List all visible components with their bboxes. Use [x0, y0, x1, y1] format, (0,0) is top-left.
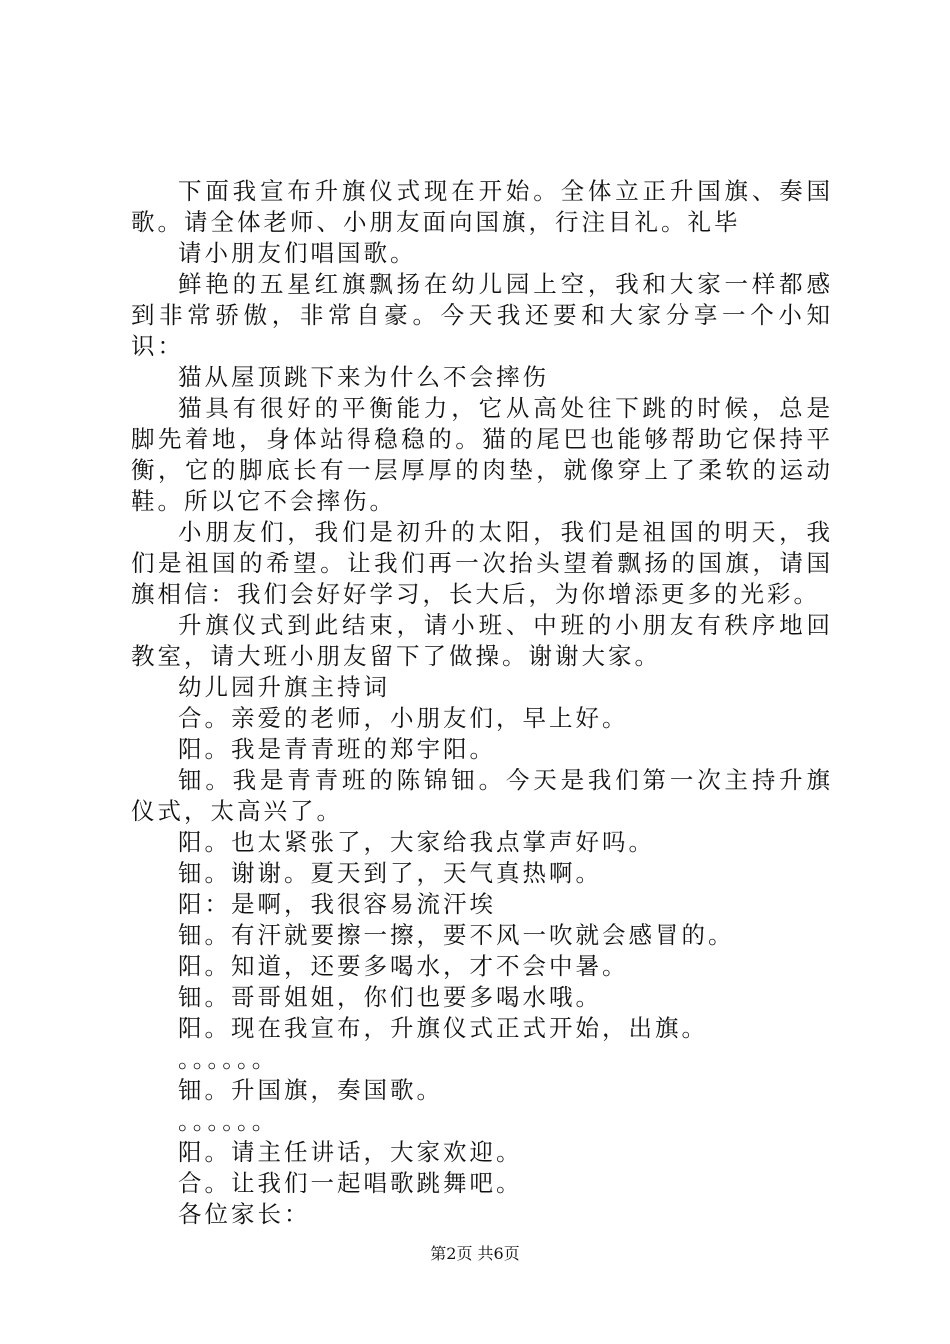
paragraph: 钿。升国旗，奏国歌。 — [178, 1076, 443, 1104]
page-number-footer: 第2页 共6页 — [430, 1244, 520, 1263]
paragraph: 请小朋友们唱国歌。 — [178, 239, 417, 267]
paragraph: 猫具有很好的平衡能力，它从高处往下跳的时候，总是脚先着地，身体站得稳稳的。猫的尾巴也能够帮助它保持平衡，它的脚底长有一层厚厚的肉垫，就像穿上了柔软的运动鞋。所以它不会摔伤。 — [131, 394, 833, 515]
paragraph: 钿。哥哥姐姐，你们也要多喝水哦。 — [178, 983, 602, 1011]
paragraph: 阳。请主任讲话，大家欢迎。 — [178, 1138, 523, 1166]
paragraph: 下面我宣布升旗仪式现在开始。全体立正升国旗、奏国歌。请全体老师、小朋友面向国旗，行注目礼。礼毕 — [131, 177, 833, 236]
paragraph: 合。让我们一起唱歌跳舞吧。 — [178, 1169, 523, 1197]
paragraph: 各位家长： — [178, 1200, 311, 1228]
paragraph: 钿。有汗就要擦一擦，要不风一吹就会感冒的。 — [178, 921, 735, 949]
paragraph: 鲜艳的五星红旗飘扬在幼儿园上空，我和大家一样都感到非常骄傲，非常自豪。今天我还要和大家分享一个小知识： — [131, 270, 833, 360]
paragraph: 合。亲爱的老师，小朋友们，早上好。 — [178, 704, 629, 732]
paragraph: 阳。知道，还要多喝水，才不会中暑。 — [178, 952, 629, 980]
paragraph: 。。。。。。 — [178, 1107, 279, 1135]
paragraph: 猫从屋顶跳下来为什么不会摔伤 — [178, 363, 549, 391]
paragraph: 钿。谢谢。夏天到了，天气真热啊。 — [178, 859, 602, 887]
paragraph: 阳。也太紧张了，大家给我点掌声好吗。 — [178, 828, 655, 856]
paragraph: 。。。。。。 — [178, 1045, 279, 1073]
paragraph: 阳。我是青青班的郑宇阳。 — [178, 735, 496, 763]
paragraph: 阳。现在我宣布，升旗仪式正式开始，出旗。 — [178, 1014, 708, 1042]
paragraph: 小朋友们，我们是初升的太阳，我们是祖国的明天，我们是祖国的希望。让我们再一次抬头望着飘扬的国旗，请国旗相信：我们会好好学习，长大后，为你增添更多的光彩。 — [131, 518, 833, 608]
paragraph: 升旗仪式到此结束，请小班、中班的小朋友有秩序地回教室，请大班小朋友留下了做操。谢谢大家。 — [131, 611, 833, 670]
paragraph: 钿。我是青青班的陈锦钿。今天是我们第一次主持升旗仪式，太高兴了。 — [131, 766, 833, 825]
document-body — [131, 176, 833, 1230]
section-title: 幼儿园升旗主持词 — [178, 673, 390, 701]
paragraph: 阳：是啊，我很容易流汗埃 — [178, 890, 496, 918]
